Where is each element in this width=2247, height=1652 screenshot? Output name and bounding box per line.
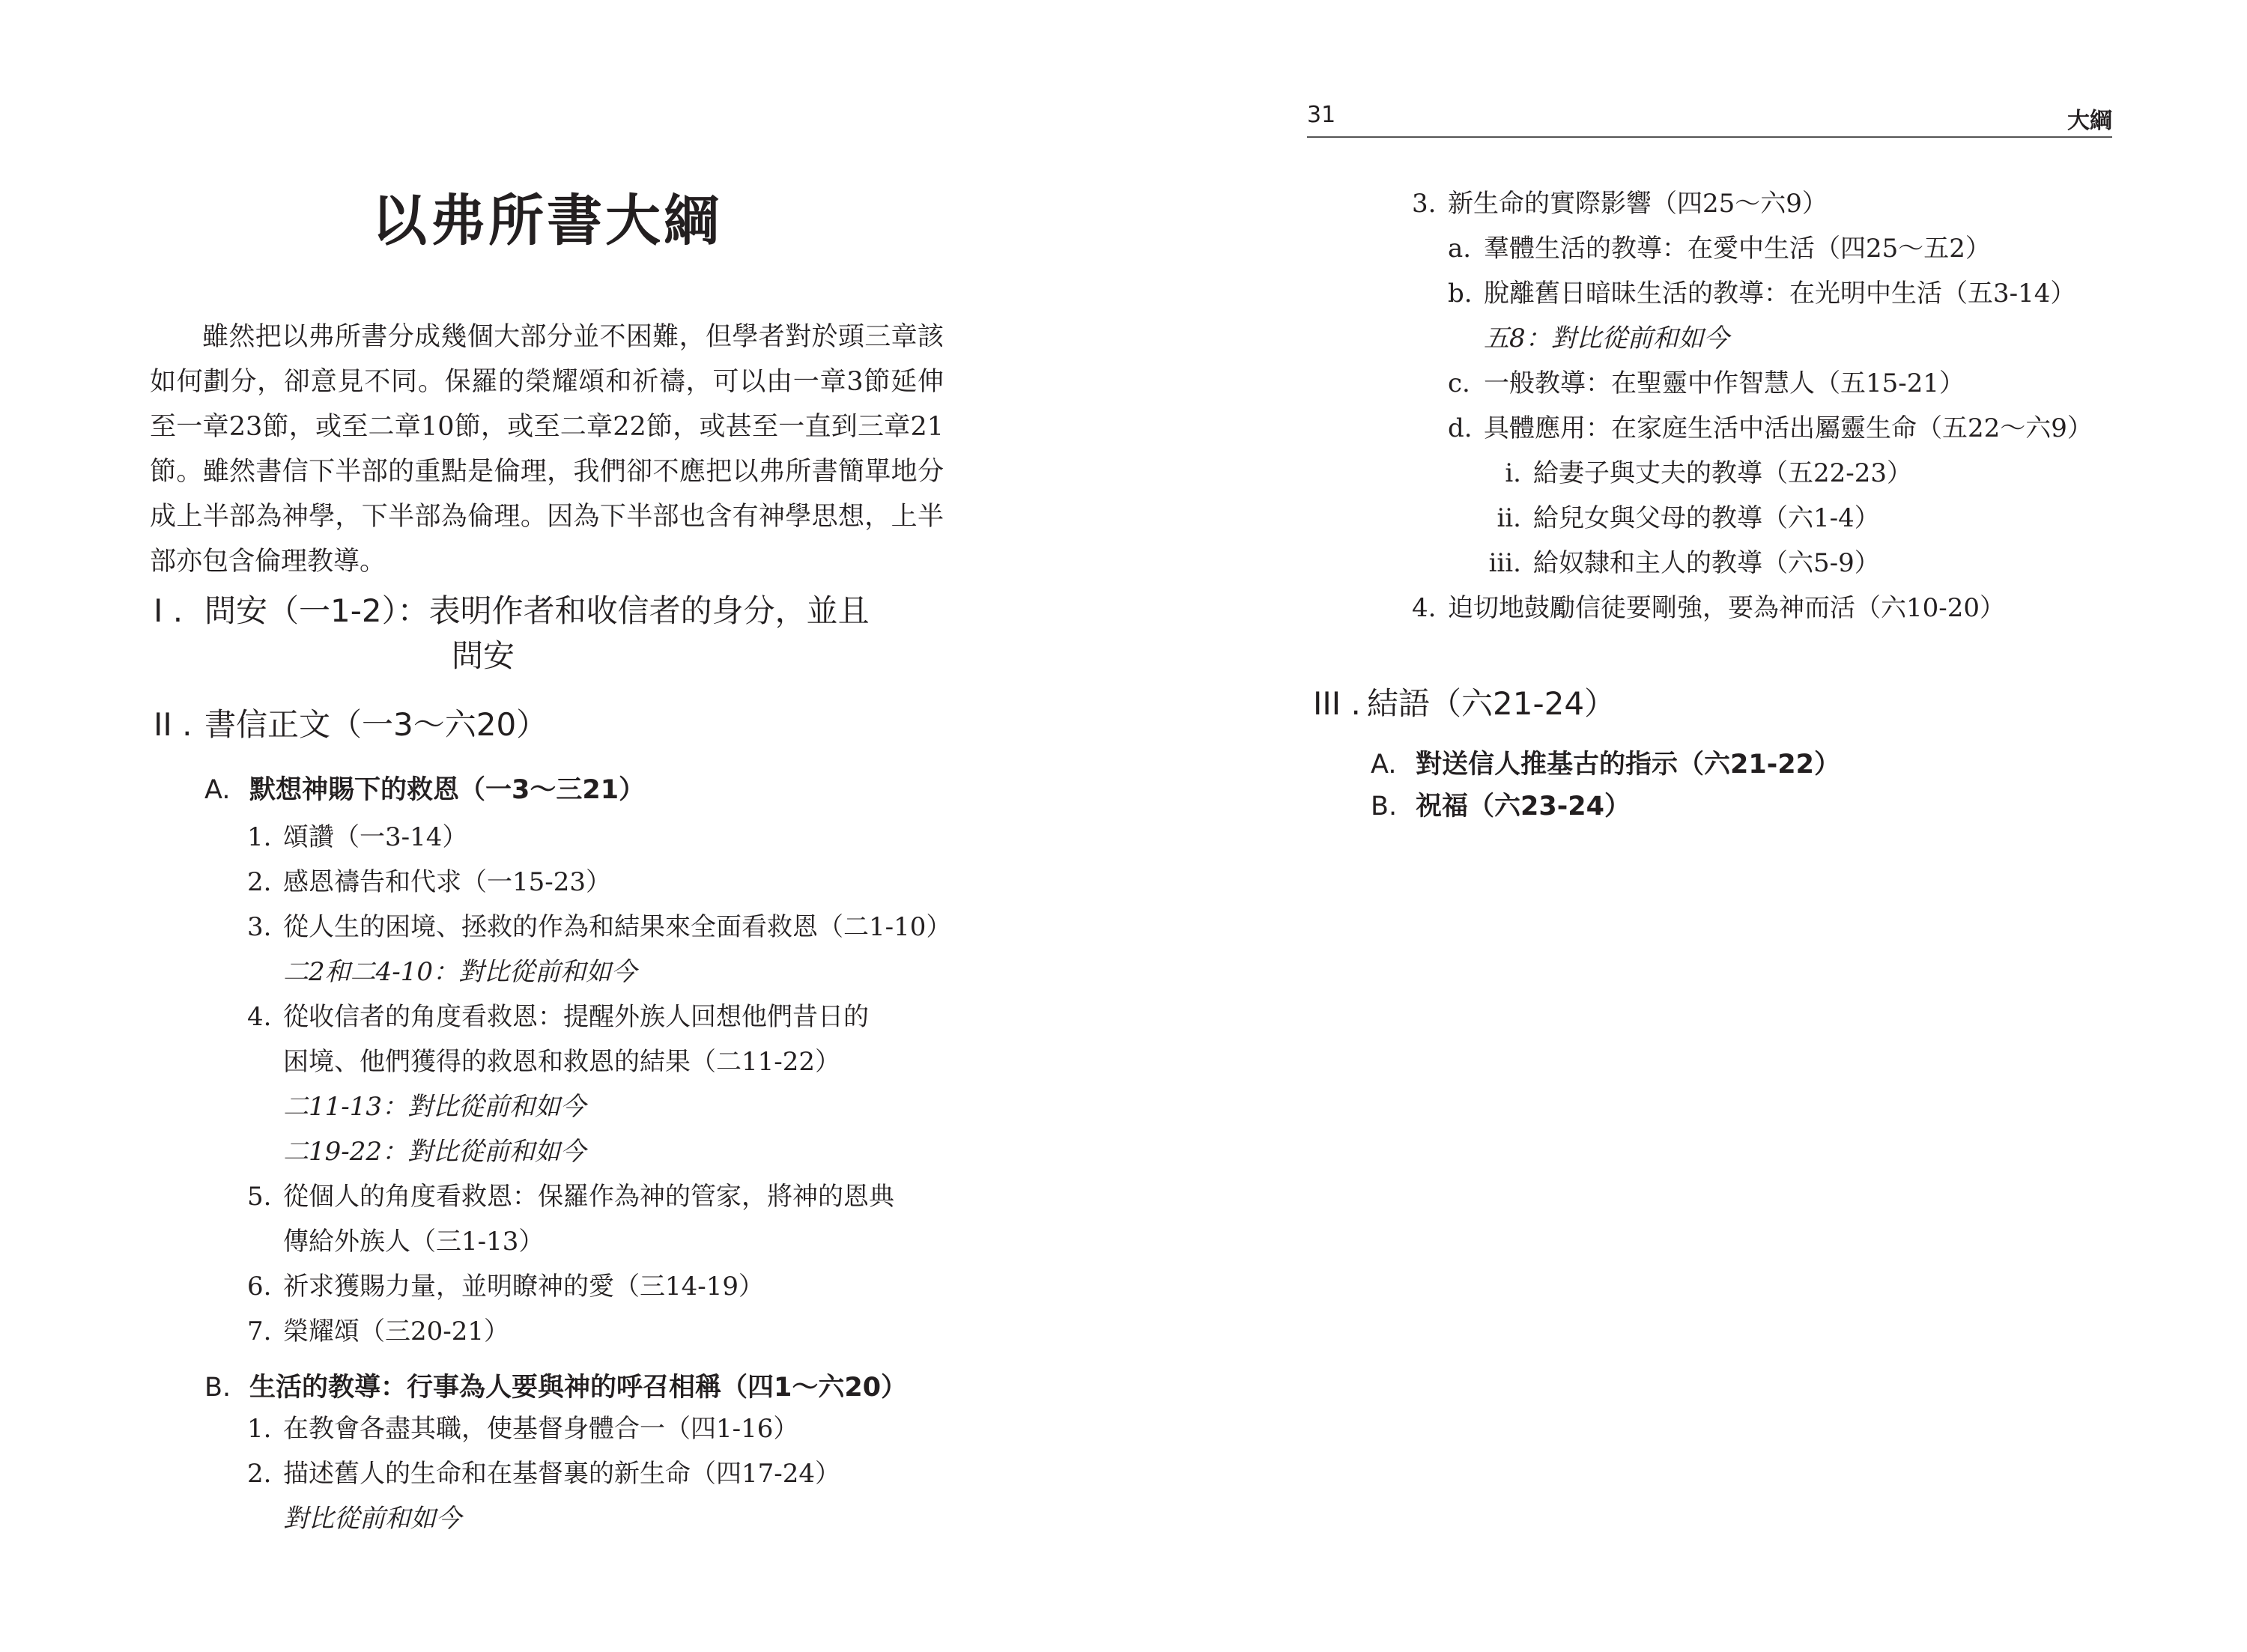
section-3-text: 結語（六21-24） (1367, 685, 1616, 722)
intro-paragraph (150, 315, 944, 584)
item-text: 感恩禱告和代求（一15-23） (283, 867, 612, 897)
closing-item-b (1371, 788, 1631, 825)
item-text: 給兒女與父母的教導（六1-4） (1533, 503, 1880, 533)
item-number: 4. (1412, 593, 1437, 623)
list-item (247, 1264, 764, 1309)
item-text: 榮耀頌（三20-21） (283, 1317, 510, 1346)
list-item (247, 815, 467, 860)
section-2-heading (154, 702, 548, 747)
item-text: 脫離舊日暗昧生活的教導：在光明中生活（五3-14） (1484, 279, 2076, 309)
running-title: 大綱 (2067, 108, 2112, 134)
contrast-note: 對比從前和如今 (283, 1504, 461, 1534)
item-text: 從人生的困境、拯救的作為和結果來全面看救恩（二1-10） (283, 912, 952, 942)
closing-item-mark: A. (1371, 750, 1397, 780)
item-roman: ii. (1497, 503, 1521, 533)
contrast-note: 二2和二4-10：對比從前和如今 (283, 957, 637, 987)
list-item (247, 994, 869, 1084)
page-title: 以弗所書大綱 (372, 189, 722, 253)
item-roman: iii. (1488, 548, 1521, 578)
section-3-number: III . (1313, 685, 1361, 722)
list-item (247, 1174, 894, 1264)
list-item (247, 905, 951, 950)
closing-item-text: 對送信人推基古的指示（六21-22） (1416, 750, 1840, 780)
item-number: 2. (247, 867, 272, 897)
list-item (1412, 586, 2005, 631)
list-item (247, 1406, 798, 1451)
item-text: 迫切地鼓勵信徒要剛強，要為神而活（六10-20） (1448, 593, 2006, 623)
item-number: 6. (247, 1272, 272, 1302)
section-2-text: 書信正文（一3～六20） (204, 706, 548, 743)
subsection-b-heading (204, 1369, 907, 1406)
section-2-number: II . (154, 706, 192, 743)
item-text: 描述舊人的生命和在基督裏的新生命（四17-24） (283, 1459, 841, 1489)
item-roman: i. (1505, 458, 1521, 488)
item-text-continued: 傳給外族人（三1-13） (283, 1227, 545, 1257)
section-1-number: I . (154, 592, 184, 629)
intro-text: 雖然把以弗所書分成幾個大部分並不困難，但學者對於頭三章該如何劃分，卻意見不同。保羅的榮耀頌和祈禱，可以由一章3節延伸至一章23節，或至二章10節，或至二章22節，或甚至一直到三章21節。雖然書信下半部的重點是倫理，我們卻不應把以弗所書簡單地分成上半部為神學，下半部為倫理。因為下半部也含有神學思想，上半部亦包含倫理教導。 (150, 322, 944, 577)
item-number: 2. (247, 1459, 272, 1489)
closing-item-mark: B. (1371, 792, 1398, 822)
item-number: 1. (247, 822, 272, 852)
item-text: 具體應用：在家庭生活中活出屬靈生命（五22～六9） (1484, 413, 2093, 443)
page-number: 31 (1307, 102, 1336, 128)
item-letter: b. (1448, 279, 1473, 309)
subsection-b-text: 生活的教導：行事為人要與神的呼召相稱（四1～六20） (249, 1373, 908, 1403)
subsection-a-text: 默想神賜下的救恩（一3～三21） (249, 775, 646, 805)
item-number: 4. (247, 1002, 272, 1032)
item-number: 5. (247, 1182, 272, 1212)
contrast-note: 二19-22：對比從前和如今 (283, 1137, 586, 1167)
item-text: 羣體生活的教導：在愛中生活（四25～五2） (1484, 234, 1991, 264)
subsection-b-mark: B. (204, 1373, 231, 1403)
item-letter: d. (1448, 413, 1473, 443)
item-letter: a. (1448, 234, 1472, 264)
subsection-a-heading (204, 771, 645, 809)
item-text: 從個人的角度看救恩：保羅作為神的管家，將神的恩典 (283, 1182, 894, 1212)
list-item (1487, 541, 1880, 586)
item-text-continued: 困境、他們獲得的救恩和救恩的結果（二11-22） (283, 1047, 841, 1077)
section-3-heading (1313, 681, 1616, 726)
closing-item-a (1371, 746, 1840, 783)
list-item (1448, 406, 2093, 451)
item-number: 1. (247, 1414, 272, 1444)
section-1-text: 問安（一1-2）：表明作者和收信者的身分，並且 (204, 592, 870, 629)
item-text: 一般教導：在聖靈中作智慧人（五15-21） (1484, 368, 1965, 398)
item-text: 給妻子與丈夫的教導（五22-23） (1533, 458, 1913, 488)
item-number: 3. (1412, 189, 1437, 219)
item-number: 3. (247, 912, 272, 942)
right-page (1124, 0, 2247, 1652)
list-item (1448, 226, 1991, 271)
list-item (1412, 181, 1828, 226)
list-item (247, 1309, 509, 1354)
item-text: 從收信者的角度看救恩：提醒外族人回想他們昔日的 (283, 1002, 869, 1032)
item-text: 給奴隸和主人的教導（六5-9） (1533, 548, 1880, 578)
section-1-text-continued: 問安 (452, 637, 515, 674)
item-text: 頌讚（一3-14） (283, 822, 468, 852)
item-number: 7. (247, 1317, 272, 1346)
item-letter: c. (1448, 368, 1470, 398)
item-text: 祈求獲賜力量，並明瞭神的愛（三14-19） (283, 1272, 765, 1302)
running-header (1307, 96, 2112, 138)
list-item (247, 860, 611, 905)
list-item (1487, 451, 1912, 496)
list-item (1448, 361, 1965, 406)
list-item (247, 1451, 840, 1496)
closing-item-text: 祝福（六23-24） (1416, 792, 1631, 822)
list-item (1487, 496, 1880, 541)
section-1-heading (154, 589, 870, 678)
list-item (1448, 271, 2075, 316)
item-text: 新生命的實際影響（四25～六9） (1448, 189, 1828, 219)
contrast-note: 二11-13：對比從前和如今 (283, 1092, 586, 1122)
item-text: 在教會各盡其職，使基督身體合一（四1-16） (283, 1414, 799, 1444)
contrast-note: 五8：對比從前和如今 (1484, 324, 1729, 353)
subsection-a-mark: A. (204, 775, 231, 805)
